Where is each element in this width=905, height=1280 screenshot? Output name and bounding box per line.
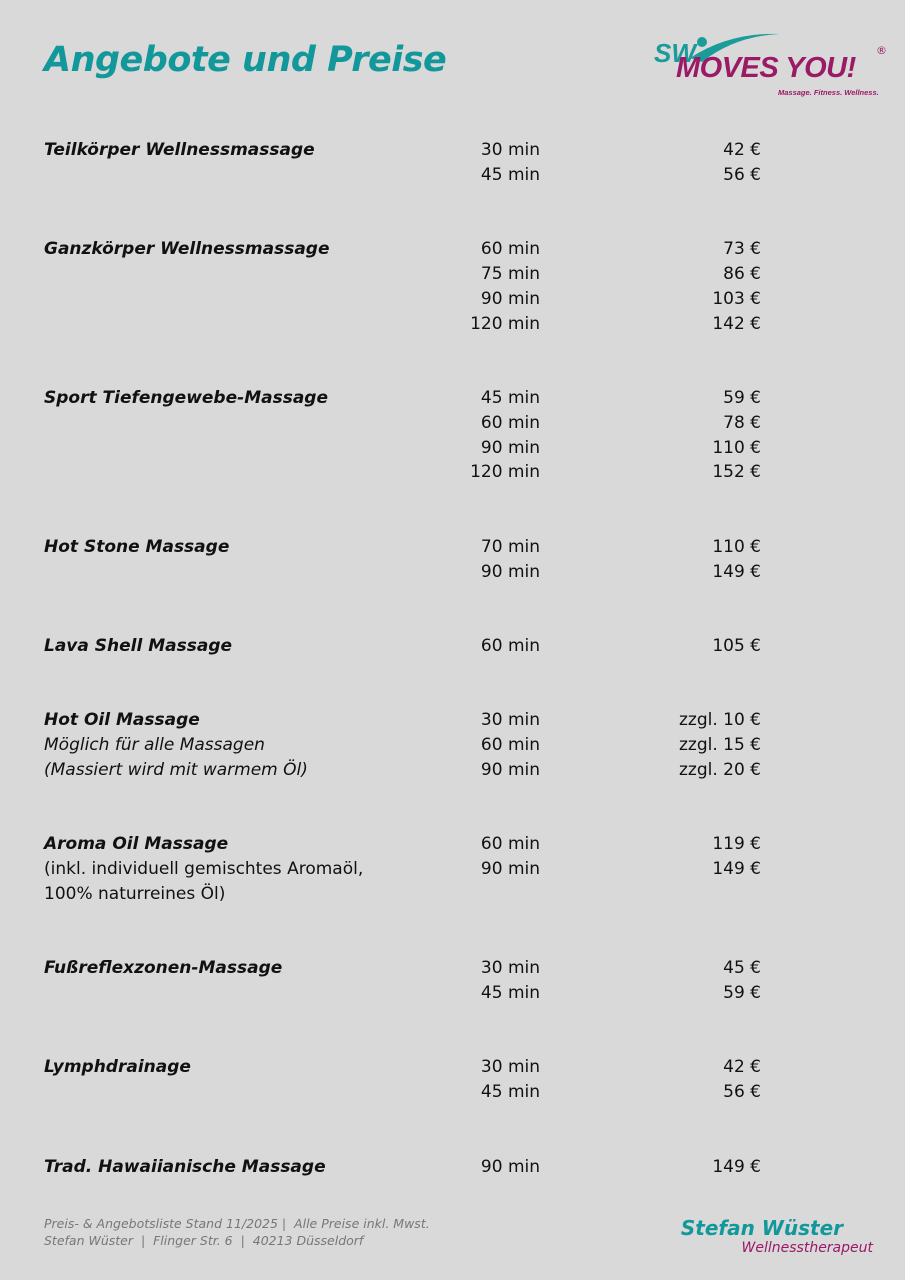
duration: 30 min [480, 958, 540, 979]
price: 103 € [712, 288, 761, 309]
duration: 90 min [480, 288, 540, 309]
price: 42 € [723, 140, 761, 160]
price: 152 € [712, 462, 761, 483]
service-prices [540, 634, 761, 659]
service-description [44, 386, 444, 485]
service-note: 100% naturreines Öl) [44, 883, 226, 904]
service-durations [444, 535, 540, 585]
service-name: Lava Shell Massage [44, 635, 233, 656]
price: 119 € [712, 834, 761, 855]
service-name: Hot Oil Massage [44, 710, 200, 731]
duration: 75 min [480, 263, 540, 284]
price: 142 € [712, 313, 761, 334]
price-list [44, 138, 764, 1229]
price: 56 € [723, 1082, 761, 1103]
service-prices [540, 386, 761, 485]
service-durations [444, 1155, 540, 1180]
footer-line-1: Preis- & Angebotsliste Stand 11/2025 | Alle Preise inkl. Mwst. [44, 1216, 430, 1231]
service-name: Teilkörper Wellnessmassage [44, 140, 315, 160]
service-durations [444, 386, 540, 485]
price: 78 € [723, 412, 761, 433]
therapist-role: Wellnesstherapeut [741, 1240, 873, 1256]
service-prices [540, 956, 761, 1006]
price: 110 € [712, 536, 761, 557]
service-description [44, 535, 444, 585]
logo-sw: SW [654, 38, 696, 68]
service-durations [444, 237, 540, 336]
duration: 120 min [470, 462, 540, 483]
footer-info [44, 1215, 430, 1249]
service-durations [444, 138, 540, 188]
duration: 60 min [480, 735, 540, 756]
price: 149 € [712, 1156, 761, 1177]
service-section [44, 956, 764, 1006]
service-prices [540, 237, 761, 336]
service-name: Hot Stone Massage [44, 536, 230, 557]
service-description [44, 956, 444, 1006]
service-section [44, 237, 764, 336]
price: 59 € [723, 387, 761, 408]
service-name: Ganzkörper Wellnessmassage [44, 239, 330, 260]
service-description [44, 237, 444, 336]
service-name: Lymphdrainage [44, 1057, 191, 1078]
service-section [44, 708, 764, 782]
service-note: (Massiert wird mit warmem Öl) [44, 759, 308, 780]
service-durations [444, 832, 540, 906]
logo-tagline: Massage. Fitness. Wellness. [778, 88, 879, 97]
service-section [44, 535, 764, 585]
duration: 60 min [480, 635, 540, 656]
service-durations [444, 956, 540, 1006]
service-name: Aroma Oil Massage [44, 834, 229, 855]
duration: 90 min [480, 561, 540, 582]
duration: 45 min [480, 387, 540, 408]
service-note: Möglich für alle Massagen [44, 735, 265, 756]
footer-line-2: Stefan Wüster | Flinger Str. 6 | 40213 Düsseldorf [44, 1233, 364, 1248]
service-description [44, 832, 444, 906]
duration: 120 min [470, 313, 540, 334]
logo [650, 28, 890, 100]
price: zzgl. 10 € [678, 710, 761, 731]
price: 59 € [723, 983, 761, 1004]
duration: 30 min [480, 1057, 540, 1078]
service-durations [444, 708, 540, 782]
service-prices [540, 138, 761, 188]
duration: 60 min [480, 412, 540, 433]
price: 110 € [712, 437, 761, 458]
duration: 45 min [480, 164, 540, 185]
service-prices [540, 1055, 761, 1105]
signature [681, 1216, 873, 1256]
price: 56 € [723, 164, 761, 185]
service-prices [540, 1155, 761, 1180]
duration: 30 min [480, 710, 540, 731]
price: 86 € [723, 263, 761, 284]
price: zzgl. 15 € [678, 735, 761, 756]
service-section [44, 634, 764, 659]
price: 73 € [723, 239, 761, 260]
duration: 90 min [480, 759, 540, 780]
service-section [44, 832, 764, 906]
service-name: Trad. Hawaiianische Massage [44, 1156, 326, 1177]
duration: 45 min [480, 983, 540, 1004]
duration: 70 min [480, 536, 540, 557]
service-prices [540, 708, 761, 782]
price: 149 € [712, 859, 761, 880]
page-title: Angebote und Preise [44, 40, 447, 80]
service-section [44, 1155, 764, 1180]
price: 42 € [723, 1057, 761, 1078]
duration: 90 min [480, 1156, 540, 1177]
price: zzgl. 20 € [678, 759, 761, 780]
service-section [44, 138, 764, 188]
service-note: (inkl. individuell gemischtes Aromaöl, [44, 859, 364, 880]
service-section [44, 386, 764, 485]
service-description [44, 1055, 444, 1105]
duration: 60 min [480, 239, 540, 260]
duration: 45 min [480, 1082, 540, 1103]
duration: 30 min [480, 140, 540, 160]
therapist-name: Stefan Wüster [680, 1216, 843, 1240]
service-description [44, 634, 444, 659]
service-name: Sport Tiefengewebe-Massage [44, 387, 328, 408]
service-description [44, 1155, 444, 1180]
logo-registered: ® [876, 44, 887, 57]
duration: 60 min [480, 834, 540, 855]
duration: 90 min [480, 859, 540, 880]
service-description [44, 138, 444, 188]
service-name: Fußreflexzonen-Massage [44, 958, 283, 979]
service-section [44, 1055, 764, 1105]
logo-moves-you: MOVES YOU! [676, 52, 856, 84]
service-durations [444, 1055, 540, 1105]
service-prices [540, 535, 761, 585]
service-description [44, 708, 444, 782]
service-prices [540, 832, 761, 906]
price: 149 € [712, 561, 761, 582]
service-durations [444, 634, 540, 659]
price: 45 € [723, 958, 761, 979]
price: 105 € [712, 635, 761, 656]
duration: 90 min [480, 437, 540, 458]
